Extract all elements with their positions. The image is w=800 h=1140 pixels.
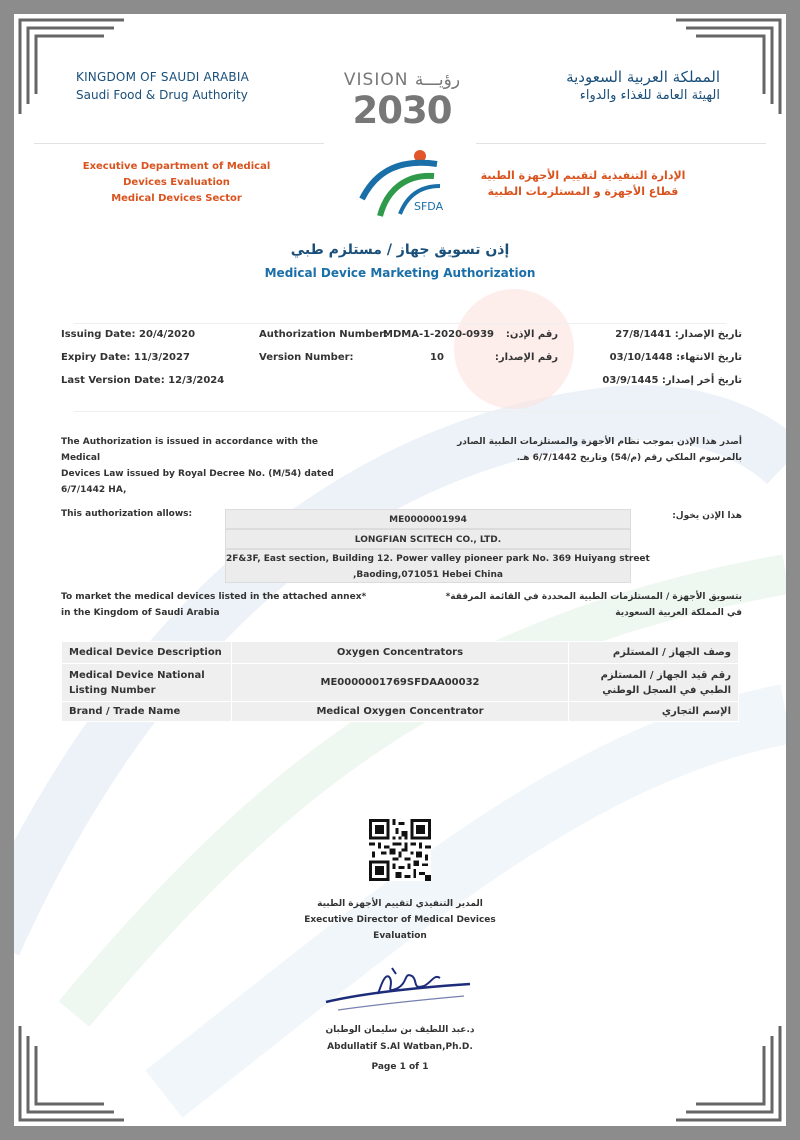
listing-number-value: ME0000001769SFDAA00032 xyxy=(232,664,569,702)
header-divider-left xyxy=(34,143,324,144)
signature-image xyxy=(320,954,480,1016)
device-table xyxy=(61,641,739,722)
auth-number-label: Authorization Number: xyxy=(259,329,389,340)
market-scope-en: To market the medical devices listed in the attached annex* in the Kingdom of Saudi Arabia xyxy=(61,592,367,618)
details-divider-top xyxy=(74,323,726,324)
allows-label-en: This authorization allows: xyxy=(61,509,193,519)
sfda-logo xyxy=(352,144,452,224)
department-ar: الإدارة التنفيذية لتقييم الأجهزة الطبية قطاع الأجهزة و المستلزمات الطبية xyxy=(480,169,686,198)
issuing-date: Issuing Date: 20/4/2020 xyxy=(61,329,196,340)
brand-name-label-ar: الإسم التجاري xyxy=(569,702,739,722)
auth-number-value: MDMA-1-2020-0939 xyxy=(383,329,495,340)
document-title-en: Medical Device Marketing Authorization xyxy=(264,266,536,280)
table-row xyxy=(62,664,739,702)
department-en: Executive Department of Medical Devices Evaluation Medical Devices Sector xyxy=(82,161,271,204)
last-version-date-ar: تاريخ أخر إصدار: 03/9/1445 xyxy=(602,375,742,386)
device-description-label-ar: وصف الجهاز / المستلزم xyxy=(569,642,739,664)
version-number-label-ar: رقم الإصدار: xyxy=(494,352,558,363)
org-authority-en: Saudi Food & Drug Authority xyxy=(76,88,248,102)
version-number-label: Version Number: xyxy=(259,352,354,363)
auth-number-label-ar: رقم الإذن: xyxy=(505,329,558,340)
table-row xyxy=(62,702,739,722)
org-name-en: KINGDOM OF SAUDI ARABIA xyxy=(76,70,249,84)
market-scope-ar: بتسويق الأجهزة / المستلزمات الطبية المحددة في القائمة المرفقة* في المملكة العربية السعودية xyxy=(445,592,742,618)
company-address: 2F&3F, East section, Building 12. Power valley pioneer park No. 369 Huiyang street ,Baoding,071051 Hebei China xyxy=(225,549,631,583)
qr-code xyxy=(369,819,431,881)
allows-label-ar: هذا الإذن يخول: xyxy=(672,511,742,521)
page-number: Page 1 of 1 xyxy=(371,1062,429,1072)
expiry-date-ar: تاريخ الانتهاء: 03/10/1448 xyxy=(609,352,742,363)
document-title-ar: إذن تسويق جهاز / مستلزم طبي xyxy=(290,242,510,258)
details-divider-bottom xyxy=(74,411,726,412)
expiry-date: Expiry Date: 11/3/2027 xyxy=(61,352,190,363)
company-reg-number: ME0000001994 xyxy=(225,509,631,529)
issue-date-ar: تاريخ الإصدار: 27/8/1441 xyxy=(615,329,742,340)
listing-number-label-ar: رقم قيد الجهاز / المستلزم الطبي في السجل الوطني xyxy=(569,664,739,702)
org-name-ar: المملكة العربية السعودية xyxy=(566,68,720,86)
brand-name-value: Medical Oxygen Concentrator xyxy=(232,702,569,722)
version-number-value: 10 xyxy=(430,352,444,363)
org-authority-ar: الهيئة العامة للغذاء والدواء xyxy=(579,88,720,103)
sfda-logo-text: SFDA xyxy=(414,200,444,213)
header-divider-right xyxy=(476,143,766,144)
table-row xyxy=(62,642,739,664)
legal-basis-ar: أصدر هذا الإذن بموجب نظام الأجهزة والمستلزمات الطبية الصادر بالمرسوم الملكي رقم (م/54) وتاريخ 6/7/1442 هـ. xyxy=(457,437,742,463)
last-version-date: Last Version Date: 12/3/2024 xyxy=(61,375,225,386)
certificate-page xyxy=(14,14,786,1126)
signatory-title: المدير التنفيذي لتقييم الأجهزة الطبية Executive Director of Medical Devices Evaluation xyxy=(304,899,496,941)
signatory-name: د.عبد اللطيف بن سليمان الوطبان Abdullatif S.Al Watban,Ph.D. Page 1 of 1 xyxy=(250,1022,550,1076)
legal-basis-en: The Authorization is issued in accordance with the Medical Devices Law issued by Royal Decree No. (M/54) dated 6/7/1442 HA, xyxy=(61,437,334,495)
company-name: LONGFIAN SCITECH CO., LTD. xyxy=(225,529,631,549)
device-description-label: Medical Device Description xyxy=(62,642,232,664)
vision-label: VISION رؤيـــة xyxy=(343,70,461,90)
vision-year: 2030 xyxy=(352,89,452,132)
listing-number-label: Medical Device National Listing Number xyxy=(62,664,232,702)
device-description-value: Oxygen Concentrators xyxy=(232,642,569,664)
brand-name-label: Brand / Trade Name xyxy=(62,702,232,722)
